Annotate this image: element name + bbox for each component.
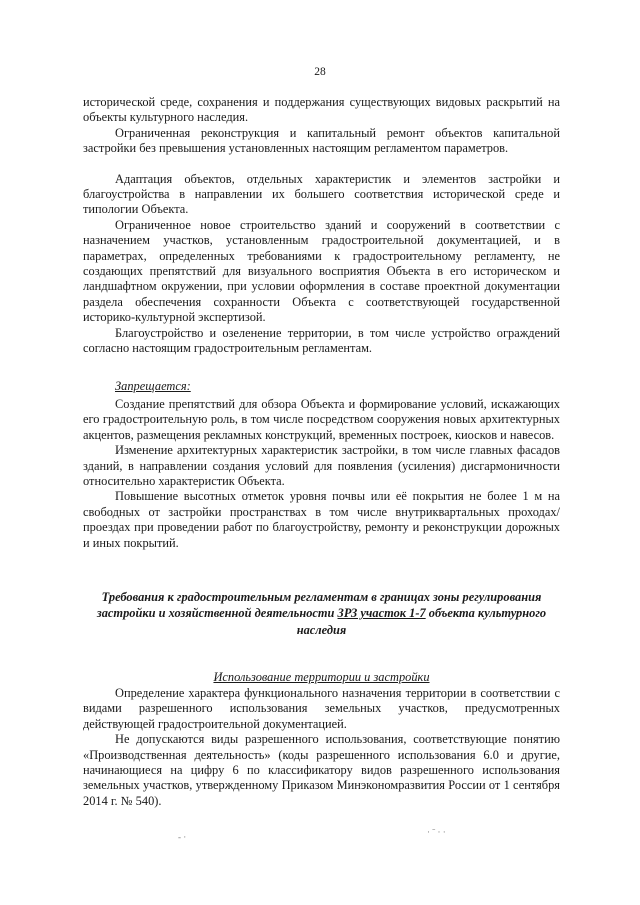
usage-heading: Использование территории и застройки — [213, 670, 430, 685]
paragraph: Определение характера функционального назначения территории в соответствии с видами разрешенного использования земельных участков, предусмотренных действующей градостроительной документацией. — [83, 685, 560, 731]
section-title-part1: Требования к градостроительным регламентам в границах зоны регулирования застройки и хозяйственной деятельности — [96, 589, 542, 621]
section-title-part2: объекта культурного наследия — [296, 606, 547, 637]
scan-artifact: - · — [178, 832, 187, 842]
paragraph: Ограниченное новое строительство зданий и сооружений в соответствии с назначением участков, установленным градостроительной документацией, и в параметрах, определенных требованиями к градостроительному регламенту, не создающих препятствий для визуального восприятия Объекта в его историческом и ландшафтном окружении, при условии оформления в составе проектной документации раздела обеспечения сохранности Объекта с соответствующей государственной историко-культурной экспертизой. — [83, 217, 560, 325]
paragraph: Ограниченная реконструкция и капитальный ремонт объектов капитальной застройки без превышения установленных настоящим регламентом параметров. — [83, 125, 560, 156]
paragraph: исторической среде, сохранения и поддержания существующих видовых раскрытий на объекты культурного наследия. — [83, 95, 560, 125]
section-title-zone: ЗРЗ участок 1-7 — [337, 606, 426, 621]
paragraph: Благоустройство и озеленение территории, в том числе устройство ограждений согласно настоящим градостроительным регламентам. — [83, 325, 560, 356]
paragraph: Не допускаются виды разрешенного использования, соответствующие понятию «Производственная деятельность» (коды разрешенного использования 6.0 и другие, начинающиеся на цифру 6 по классификатору видов разрешенного использования земельных участков, утвержденному Приказом Минэкономразвития России от 1 сентября 2014 г. № 540). — [83, 732, 560, 808]
page-number: 28 — [314, 66, 326, 78]
page-body — [83, 95, 560, 809]
paragraph: Создание препятствий для обзора Объекта и формирование условий, искажающих его градостроительную роль, в том числе посредством сооружения новых архитектурных акцентов, размещения рекламных конструкций, временных построек, киосков и навесов. — [83, 396, 560, 442]
paragraph: Адаптация объектов, отдельных характеристик и элементов застройки и благоустройства в направлении их большего соответствия исторической среде и типологии Объекта. — [83, 171, 560, 217]
paragraph: Изменение архитектурных характеристик застройки, в том числе главных фасадов зданий, в направлении создания условий для появления (усиления) дисгармоничности относительно характеристик Объекта. — [83, 443, 560, 488]
scan-artifact: · ˉ · · — [427, 827, 446, 837]
paragraph: Повышение высотных отметок уровня почвы или её покрытия не более 1 м на свободных от застройки пространствах в том числе внутриквартальных проходах/проездах при проведении работ по благоустройству, ремонту и реконструкции дорожных и иных покрытий. — [83, 489, 560, 550]
section-title — [83, 589, 560, 639]
prohibited-heading: Запрещается: — [115, 378, 191, 393]
